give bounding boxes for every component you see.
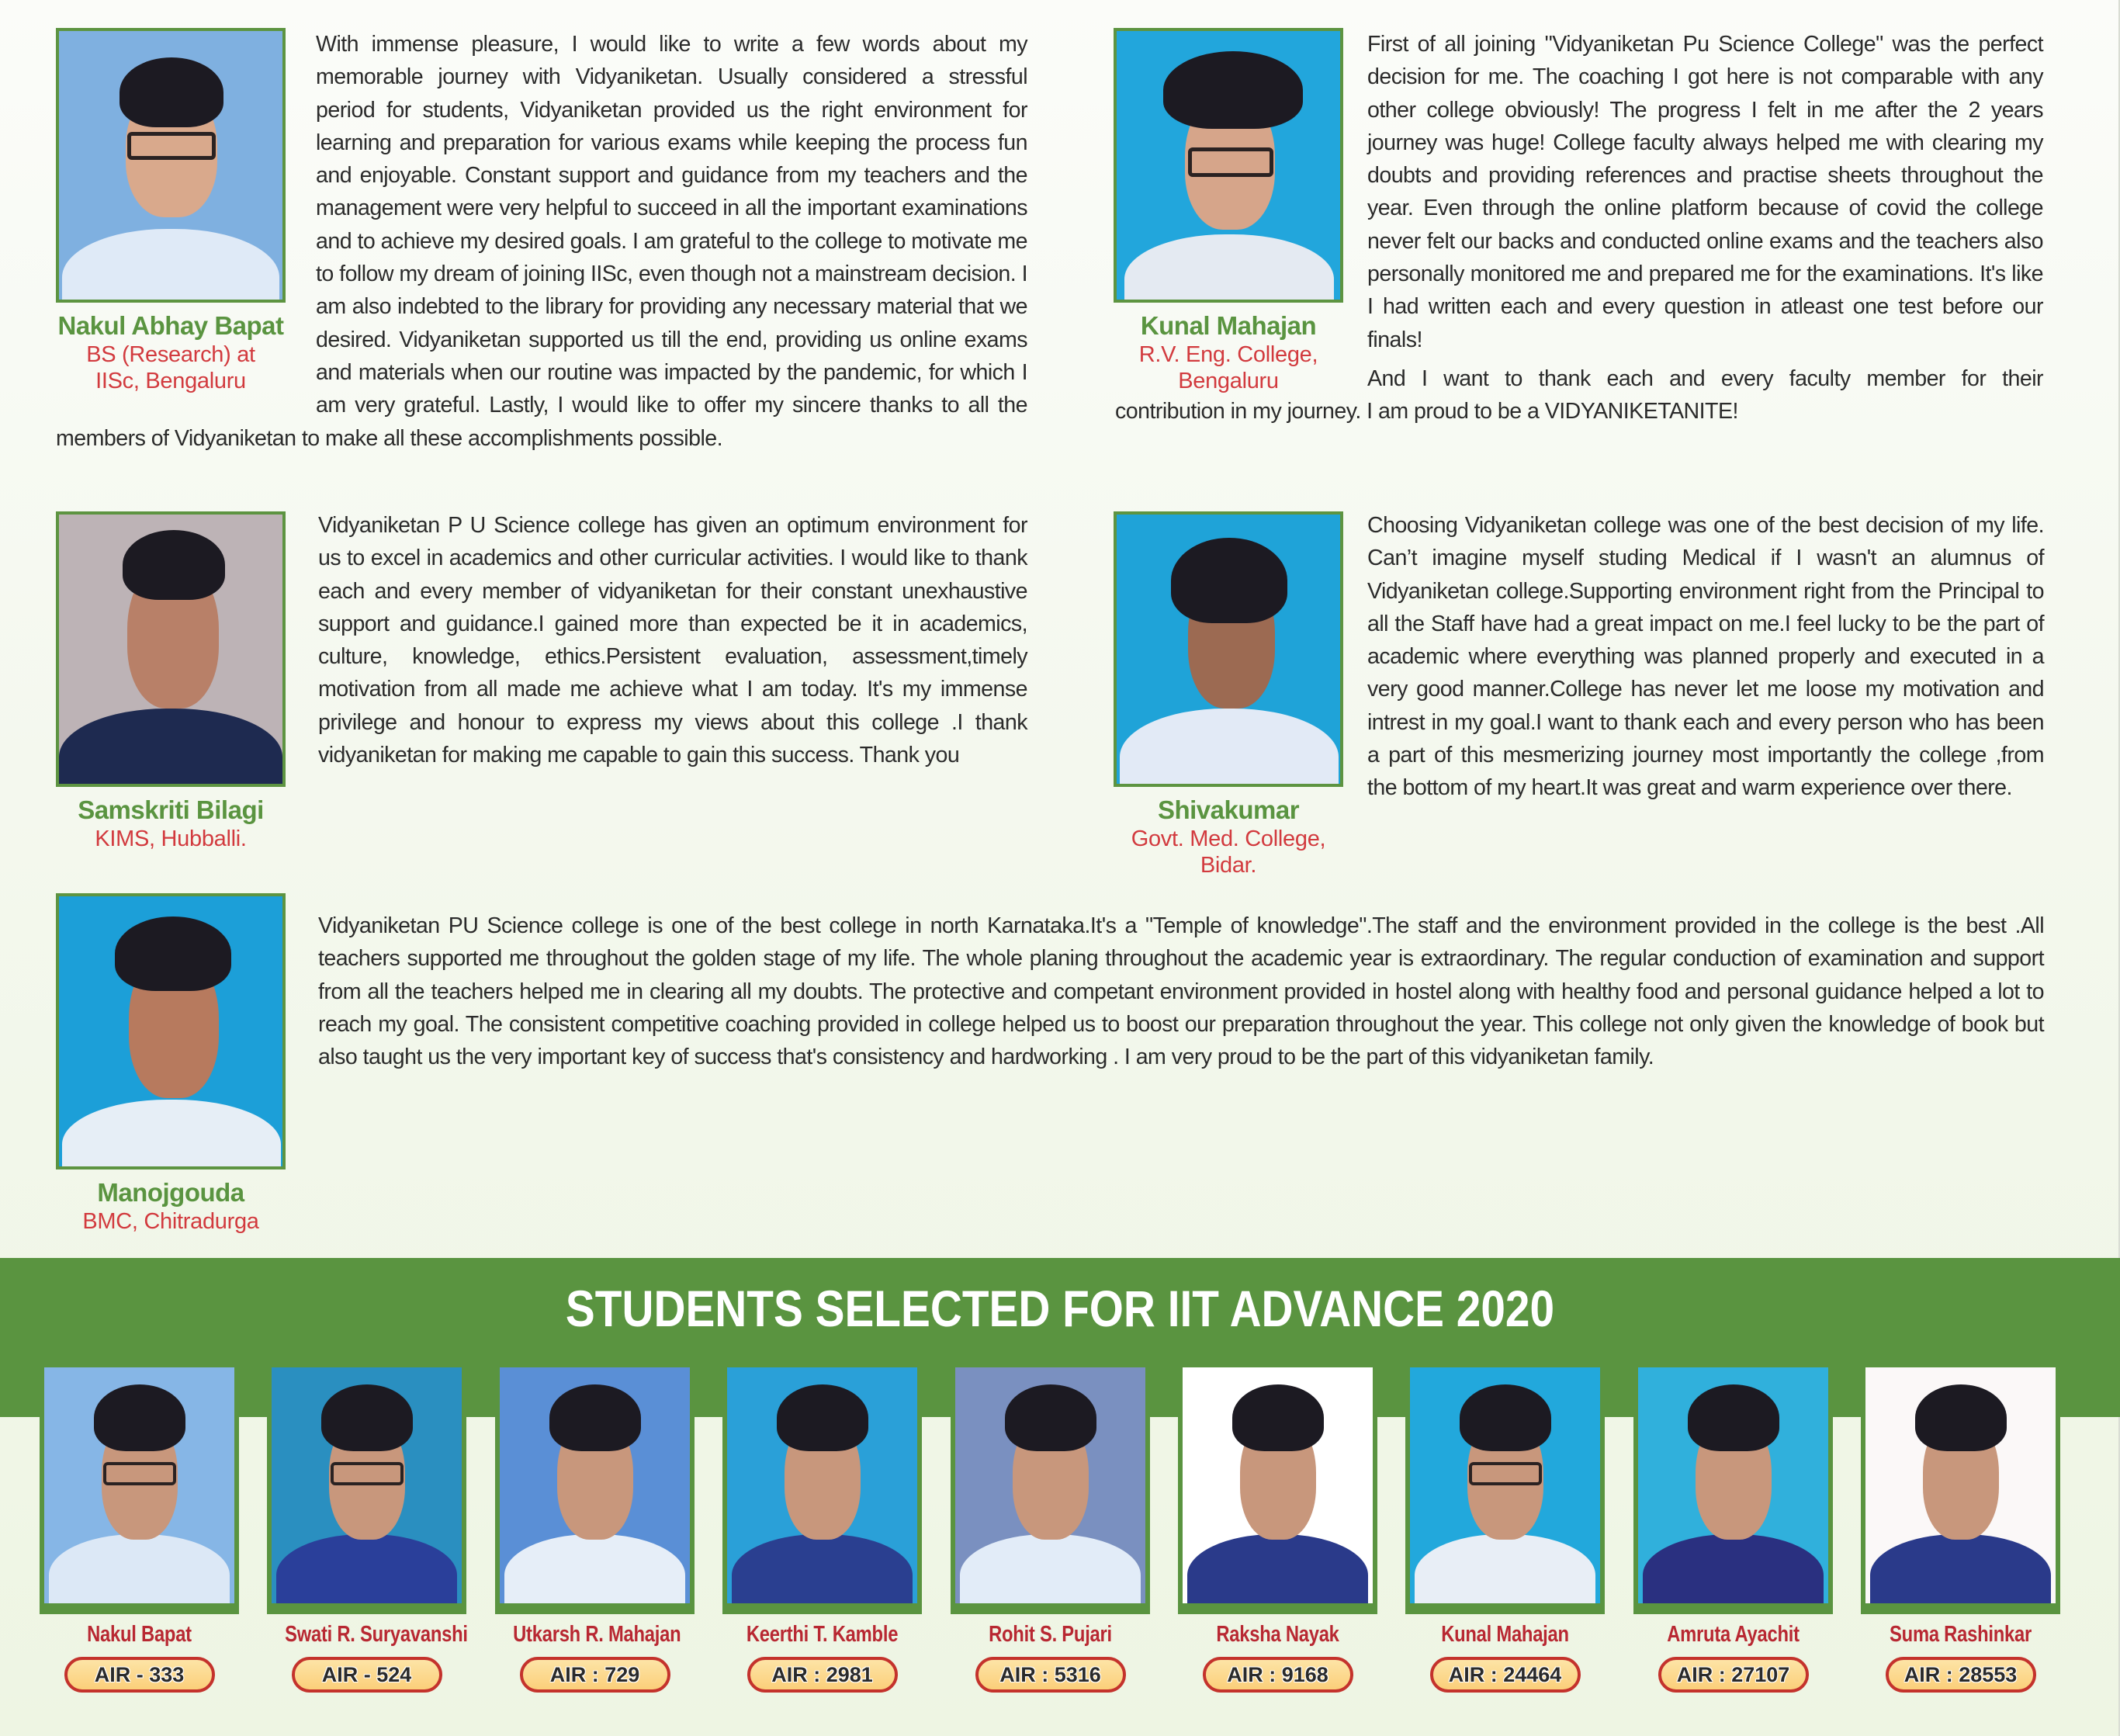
author-institution: BMC, Chitradurga <box>82 1208 259 1234</box>
author-institution: IISc, Bengaluru <box>95 369 246 394</box>
student-name: Raksha Nayak <box>1216 1622 1339 1647</box>
testimonial-paragraph: Vidyaniketan P U Science college has given an optimum environment for us to excel in academics and other curricular activities. I would like to thank each and every member of vidyaniketan for their constant unexhaustive support and guidance.I gained more than expected be it in academics, culture, knowledge, ethics.Persistent evaluation, assessment,timely motivation from all made me achieve what I am today. It's my immense privilege and honour to express my views about this college .I thank vidyaniketan for making me capable to gain this success. Thank you <box>318 513 1027 768</box>
student-photo <box>1865 1367 2056 1603</box>
portrait-shoulders <box>276 1534 457 1603</box>
testimonial-text-samskriti <box>318 509 1027 771</box>
author-name: Manojgouda <box>97 1178 244 1207</box>
student-card <box>1405 1363 1605 1693</box>
author-institution: KIMS, Hubballi. <box>95 826 247 851</box>
author-name: Nakul Abhay Bapat <box>57 311 284 340</box>
testimonial-paragraph: Vidyaniketan PU Science college is one of the best college in north Karnataka.It's a "Temple of knowledge".The staff and the environment provided in the college is the best .All teachers supported me throughout the golden stage of my life. The whole planing throughout the academic year is extraordinary. The regular conduction of examination and support from all the teachers helped me in clearing all my doubts. The protective and competant environment provided in hostel along with healthy food and personal guidance helped a lot to reach my goal. The consistent competitive coaching provided in college helped us to boost our preparation throughout the year. This college not only given the knowledge of book but also taught us the very important key of success that's consistency and hardworking . I am very proud to be the part of this vidyaniketan family. <box>318 913 2044 1070</box>
rank-badge: AIR - 524 <box>292 1657 442 1693</box>
author-institution: Bidar. <box>1200 853 1257 878</box>
student-photo <box>1638 1367 1828 1603</box>
testimonial-author-samskriti <box>39 795 303 852</box>
portrait-glasses <box>103 1462 176 1485</box>
student-name: Keerthi T. Kamble <box>746 1622 899 1647</box>
author-institution: Bengaluru <box>1178 369 1279 394</box>
student-photo <box>955 1367 1145 1603</box>
author-institution: R.V. Eng. College, <box>1138 341 1318 367</box>
student-photo-frame <box>267 1363 466 1614</box>
student-photo-frame <box>495 1363 695 1614</box>
portrait-glasses <box>331 1462 404 1485</box>
portrait-hair <box>1688 1384 1779 1451</box>
testimonial-text-nakul <box>56 28 1027 455</box>
student-photo <box>500 1367 690 1603</box>
author-name: Shivakumar <box>1157 795 1300 824</box>
portrait-shoulders <box>1643 1534 1824 1603</box>
portrait-shoulders <box>1870 1534 2051 1603</box>
author-name: Samskriti Bilagi <box>78 795 264 824</box>
author-name: Kunal Mahajan <box>1140 311 1317 340</box>
rank-badge: AIR : 9168 <box>1203 1657 1353 1693</box>
student-photo <box>1183 1367 1373 1603</box>
portrait-shoulders <box>732 1534 913 1603</box>
student-name: Suma Rashinkar <box>1890 1622 2032 1647</box>
testimonial-paragraph: Choosing Vidyaniketan college was one of the best decision of my life. Can’t imagine myself studing Medical if I wasn't an alumnus of Vidyaniketan college.Supporting environment right from the Principal to all the Staff have had a great impact on me.I feel lucky to be the part of academic where everything was planned properly and executed in a very good manner.College has never let me loose my motivation and intrest in my goal.I want to thank each and every person who has been a part of this mesmerizing journey most importantly the college ,from the bottom of my heart.It was great and warm experience over there. <box>1367 513 2044 801</box>
portrait <box>59 515 282 784</box>
student-photo <box>272 1367 462 1603</box>
student-card <box>1861 1363 2060 1693</box>
rank-badge: AIR : 2981 <box>747 1657 898 1693</box>
testimonial-text-manojgouda <box>318 910 2044 1073</box>
student-photo-frame <box>1405 1363 1605 1614</box>
portrait-glasses <box>1469 1462 1542 1485</box>
portrait-hair <box>1915 1384 2007 1451</box>
portrait <box>1117 515 1340 784</box>
testimonial-photo-samskriti <box>56 511 286 787</box>
portrait-hair <box>549 1384 641 1451</box>
testimonial-text-shivakumar <box>1367 509 2044 805</box>
student-card <box>722 1363 922 1693</box>
rank-badge: AIR : 729 <box>520 1657 670 1693</box>
student-name: Swati R. Suryavanshi <box>285 1622 468 1647</box>
portrait-shoulders <box>1187 1534 1368 1603</box>
portrait-shoulders <box>1415 1534 1595 1603</box>
portrait-hair <box>777 1384 868 1451</box>
student-name: Amruta Ayachit <box>1667 1622 1800 1647</box>
portrait-shoulders <box>960 1534 1141 1603</box>
banner-title: STUDENTS SELECTED FOR IIT ADVANCE 2020 <box>565 1280 1555 1337</box>
student-card <box>1178 1363 1377 1693</box>
portrait-hair <box>94 1384 185 1451</box>
testimonial-author-shivakumar <box>1096 795 1360 879</box>
portrait <box>59 896 282 1166</box>
portrait-hair <box>1460 1384 1551 1451</box>
rank-badge: AIR : 28553 <box>1886 1657 2036 1693</box>
testimonial-paragraph: First of all joining "Vidyaniketan Pu Science College" was the perfect decision for me. The coaching I got here is not comparable with any other college obviously! The progress I felt in me after the 2 years journey was huge! College faculty always helped me with clearing my doubts and providing references and practise sheets throughout the year. Even through the online platform because of covid the college never felt our backs and conducted online exams and the teachers also personally monitored me and prepared me for the examinations. It's like I had written each and every question in atleast one test before our finals! <box>1367 32 2043 352</box>
testimonial-paragraph: And I want to thank each and every faculty member for their contribution in my journey. I am proud to be a VIDYANIKETANITE! <box>1115 366 2043 424</box>
author-institution: BS (Research) at <box>86 341 255 367</box>
student-name: Kunal Mahajan <box>1441 1622 1569 1647</box>
portrait-hair <box>321 1384 413 1451</box>
student-card <box>951 1363 1150 1693</box>
rank-badge: AIR : 5316 <box>975 1657 1126 1693</box>
portrait-shoulders <box>504 1534 685 1603</box>
testimonial-author-manojgouda <box>39 1177 303 1235</box>
testimonial-photo-manojgouda <box>56 893 286 1169</box>
rank-badge: AIR - 333 <box>64 1657 215 1693</box>
portrait-hair <box>1005 1384 1096 1451</box>
student-photo-frame <box>951 1363 1150 1614</box>
student-photo-frame <box>40 1363 239 1614</box>
student-name: Rohit S. Pujari <box>989 1622 1112 1647</box>
author-institution: Govt. Med. College, <box>1131 826 1326 851</box>
testimonial-text-kunal <box>1115 28 2043 428</box>
student-card <box>267 1363 466 1693</box>
student-photo <box>44 1367 234 1603</box>
student-photo <box>727 1367 917 1603</box>
student-card <box>1633 1363 1833 1693</box>
testimonial-paragraph: With immense pleasure, I would like to write a few words about my memorable journey with Vidyaniketan. Usually considered a stressful period for students, Vidyaniketan provided us the right environment for learning and preparation for various exams while keeping the process fun and enjoyable. Constant support and guidance from my teachers and the management were very helpful to succeed in all the important examinations and to achieve my desired goals. I am grateful to the college to motivate me to follow my dream of joining IISc, even though not a mainstream decision. I am also indebted to the library for providing any necessary material that we desired. Vidyaniketan supported us till the end, providing us online exams and materials when our routine was impacted by the pandemic, for which I am very grateful. Lastly, I would like to offer my sincere thanks to all the members of Vidyaniketan to make all these accomplishments possible. <box>56 32 1027 451</box>
student-photo-frame <box>1178 1363 1377 1614</box>
student-name: Nakul Bapat <box>87 1622 192 1647</box>
testimonial-photo-shivakumar <box>1114 511 1343 787</box>
portrait-hair <box>1232 1384 1324 1451</box>
student-photo-frame <box>722 1363 922 1614</box>
student-card <box>40 1363 239 1693</box>
student-card <box>495 1363 695 1693</box>
portrait-shoulders <box>49 1534 230 1603</box>
student-photo-frame <box>1861 1363 2060 1614</box>
student-photo <box>1410 1367 1600 1603</box>
rank-badge: AIR : 24464 <box>1430 1657 1581 1693</box>
rank-badge: AIR : 27107 <box>1658 1657 1809 1693</box>
student-photo-frame <box>1633 1363 1833 1614</box>
student-name: Utkarsh R. Mahajan <box>513 1622 681 1647</box>
